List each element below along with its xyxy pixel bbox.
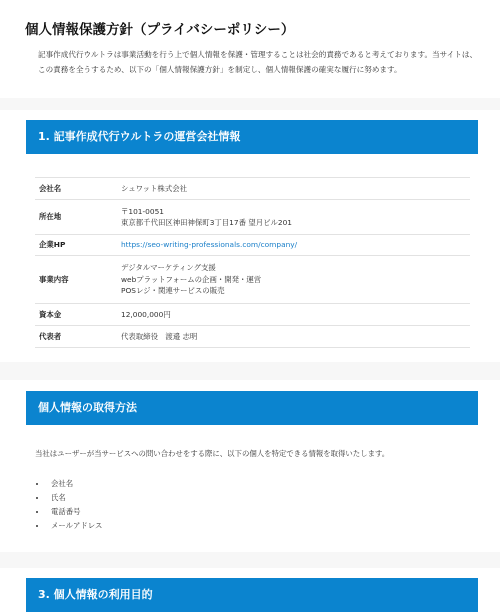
row-value-line: シュワット株式会社 [121, 183, 187, 193]
row-value-line: デジタルマーケティング支援 [121, 263, 216, 273]
company-homepage-link[interactable]: https://seo-writing-professionals.com/company/ [121, 240, 298, 250]
row-label: 代表者 [35, 326, 119, 348]
list-item: • 電話番号 [47, 505, 102, 519]
table-row [35, 200, 470, 235]
intro-card [0, 0, 500, 98]
row-label: 所在地 [35, 200, 119, 235]
row-value-line: 12,000,000円 [121, 309, 171, 319]
intro-text: 記事作成代行ウルトラは事業活動を行う上で個人情報を保護・管理することは社会的責務であると考えております。当サイトは、この責務を全うするため、以下の「個人情報保護方針」を制定し、個人情報保護の確実な履行に努めます。 [38, 50, 478, 74]
table-row [35, 178, 470, 200]
table-row [35, 326, 470, 348]
page-title: 個人情報保護方針（プライバシーポリシー） [25, 22, 295, 38]
list-item: • 会社名 [47, 477, 102, 491]
table-row [35, 235, 470, 256]
section-heading-acquisition: 個人情報の取得方法 [26, 391, 478, 425]
row-value-line: POSレジ・関連サービスの販売 [121, 286, 225, 296]
row-value [119, 326, 470, 348]
section-heading-company: 1. 記事作成代行ウルトラの運営会社情報 [26, 120, 478, 154]
company-info-table [35, 177, 470, 348]
row-value [119, 178, 470, 200]
row-label: 会社名 [35, 178, 119, 200]
row-label: 資本金 [35, 304, 119, 326]
acquired-info-list [35, 477, 102, 533]
table-row [35, 256, 470, 304]
list-item: • メールアドレス [47, 519, 102, 533]
table-row [35, 304, 470, 326]
row-value [119, 235, 470, 256]
row-value-line: webプラットフォームの企画・開発・運営 [121, 274, 262, 284]
list-item: • 氏名 [47, 491, 102, 505]
row-value-line: 代表取締役 渡邉 志明 [121, 331, 198, 341]
row-value [119, 200, 470, 235]
section-heading-purpose: 3. 個人情報の利用目的 [26, 578, 478, 612]
row-value-line: 〒101-0051 [121, 206, 164, 216]
row-label: 事業内容 [35, 256, 119, 304]
row-value [119, 256, 470, 304]
row-label: 企業HP [35, 235, 119, 256]
acquisition-text: 当社はユーザーが当サービスへの問い合わせをする際に、以下の個人を特定できる情報を取得いたします。 [35, 449, 390, 458]
row-value [119, 304, 470, 326]
row-value-line: 東京都千代田区神田神保町3丁目17番 望月ビル201 [121, 218, 292, 227]
